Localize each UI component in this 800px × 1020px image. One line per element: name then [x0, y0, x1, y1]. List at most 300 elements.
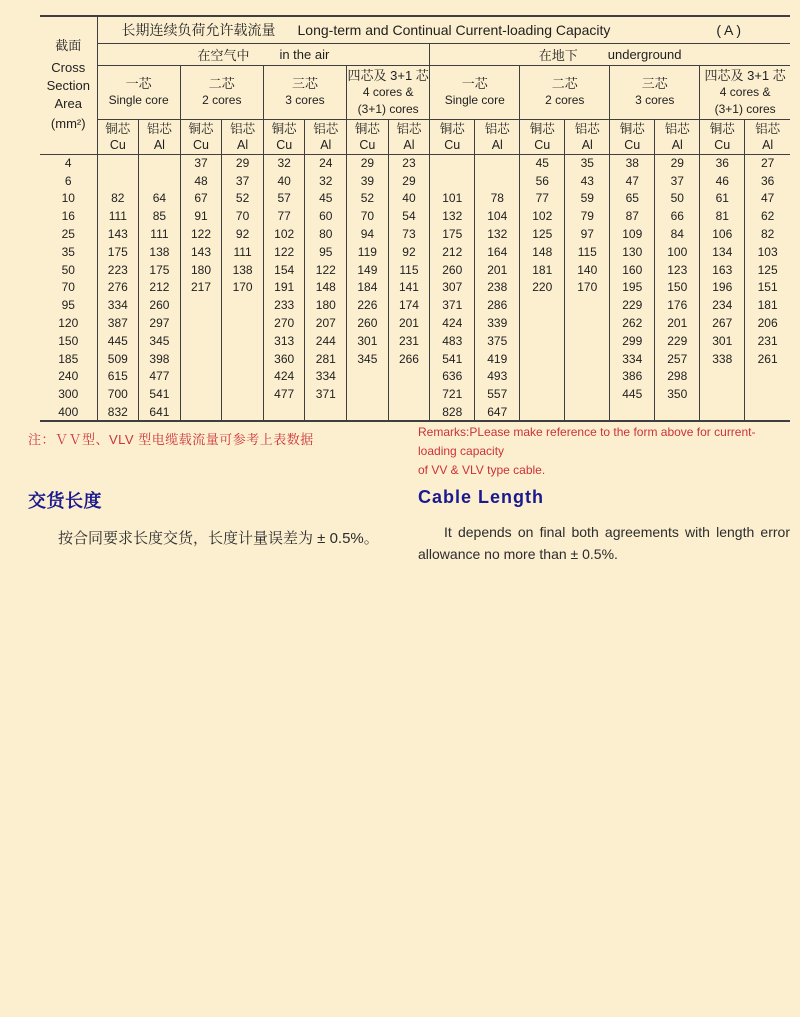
core-header-air-2core: 二芯 2 cores: [180, 65, 263, 119]
capacity-cell: 37: [180, 154, 222, 172]
capacity-cell: 104: [475, 207, 520, 225]
capacity-cell: 334: [610, 350, 655, 368]
table-row: [40, 172, 790, 190]
size-cell: 120: [40, 314, 97, 332]
size-cell: 400: [40, 403, 97, 421]
capacity-cell: 84: [655, 225, 700, 243]
capacity-cell: 541: [430, 350, 475, 368]
core-header-ug-2core: 二芯 2 cores: [520, 65, 610, 119]
capacity-cell: 125: [520, 225, 565, 243]
capacity-cell: 721: [430, 385, 475, 403]
capacity-cell: 398: [139, 350, 181, 368]
capacity-cell: [180, 403, 222, 421]
table-row: [40, 279, 790, 297]
capacity-cell: 345: [139, 332, 181, 350]
capacity-cell: 143: [180, 243, 222, 261]
env-header-air: [97, 43, 430, 65]
capacity-cell: 141: [388, 279, 430, 297]
table-row: [40, 225, 790, 243]
aluminum-core-header: 铝芯 Al: [222, 119, 264, 154]
size-cell: 6: [40, 172, 97, 190]
copper-core-header: 铜芯 Cu: [610, 119, 655, 154]
capacity-cell: 40: [388, 190, 430, 208]
capacity-cell: 180: [305, 296, 347, 314]
capacity-cell: 78: [475, 190, 520, 208]
capacity-cell: 175: [139, 261, 181, 279]
capacity-cell: 180: [180, 261, 222, 279]
capacity-cell: 281: [305, 350, 347, 368]
capacity-cell: 262: [610, 314, 655, 332]
capacity-cell: [700, 403, 745, 421]
capacity-cell: 35: [565, 154, 610, 172]
capacity-cell: [565, 314, 610, 332]
table-row: [40, 314, 790, 332]
capacity-cell: 111: [97, 207, 139, 225]
capacity-cell: 207: [305, 314, 347, 332]
capacity-cell: [139, 154, 181, 172]
capacity-cell: 122: [263, 243, 305, 261]
capacity-cell: [745, 385, 790, 403]
capacity-cell: [520, 403, 565, 421]
capacity-cell: 79: [565, 207, 610, 225]
capacity-cell: 52: [222, 190, 264, 208]
capacity-cell: 260: [347, 314, 389, 332]
copper-core-header: 铜芯 Cu: [347, 119, 389, 154]
capacity-cell: 509: [97, 350, 139, 368]
capacity-cell: 143: [97, 225, 139, 243]
capacity-cell: [610, 403, 655, 421]
capacity-cell: 134: [700, 243, 745, 261]
table-row: [40, 403, 790, 421]
capacity-cell: 100: [655, 243, 700, 261]
capacity-cell: 102: [263, 225, 305, 243]
capacity-cell: 276: [97, 279, 139, 297]
capacity-cell: 386: [610, 368, 655, 386]
table-title-zh: 长期连续负荷允许载流量: [121, 21, 276, 38]
capacity-cell: 196: [700, 279, 745, 297]
capacity-cell: 59: [565, 190, 610, 208]
capacity-cell: 176: [655, 296, 700, 314]
capacity-cell: 270: [263, 314, 305, 332]
env-ug-en: underground: [607, 46, 682, 62]
delivery-length-section: [28, 487, 398, 548]
capacity-cell: [263, 403, 305, 421]
capacity-cell: 419: [475, 350, 520, 368]
capacity-cell: 266: [388, 350, 430, 368]
capacity-cell: 138: [222, 261, 264, 279]
capacity-cell: 36: [760, 173, 775, 188]
capacity-cell: 45: [520, 154, 565, 172]
capacity-cell: 338: [700, 350, 745, 368]
core-header-air-3core: 三芯 3 cores: [263, 65, 346, 119]
capacity-cell: 115: [388, 261, 430, 279]
capacity-cell: 77: [263, 207, 305, 225]
capacity-table: [40, 15, 790, 422]
capacity-cell: 371: [430, 296, 475, 314]
note-english-line2: of VV & VLV type cable.: [418, 463, 546, 477]
capacity-cell: 97: [565, 225, 610, 243]
capacity-cell: [388, 403, 430, 421]
size-cell: 150: [40, 332, 97, 350]
copper-core-header: 铜芯 Cu: [430, 119, 475, 154]
capacity-cell: 299: [610, 332, 655, 350]
capacity-cell: 483: [430, 332, 475, 350]
core-header-air-4core: 四芯及 3+1 芯 4 cores & (3+1) cores: [347, 65, 430, 119]
capacity-cell: 334: [305, 368, 347, 386]
capacity-cell: 46: [700, 172, 745, 190]
aluminum-core-header: 铝芯 Al: [139, 119, 181, 154]
capacity-cell: [475, 172, 520, 190]
aluminum-core-header: 铝芯 Al: [305, 119, 347, 154]
capacity-cell: 115: [565, 243, 610, 261]
cable-length-body-line2: allowance no more than ± 0.5%.: [418, 546, 618, 562]
size-cell: 4: [40, 154, 97, 172]
capacity-cell: 477: [139, 368, 181, 386]
capacity-cell: 477: [263, 385, 305, 403]
capacity-cell: [180, 350, 222, 368]
capacity-cell: 286: [475, 296, 520, 314]
capacity-cell: [222, 296, 264, 314]
capacity-cell: 43: [565, 172, 610, 190]
capacity-cell: [520, 385, 565, 403]
capacity-cell: [430, 172, 475, 190]
capacity-cell: 29: [655, 154, 700, 172]
core-header-ug-4core: 四芯及 3+1 芯 4 cores & (3+1) cores: [700, 65, 790, 119]
capacity-cell: 212: [430, 243, 475, 261]
capacity-cell: 45: [305, 190, 347, 208]
capacity-cell: [222, 368, 264, 386]
copper-core-header: 铜芯 Cu: [263, 119, 305, 154]
capacity-cell: 260: [139, 296, 181, 314]
capacity-cell: 87: [610, 207, 655, 225]
capacity-cell: [700, 385, 745, 403]
capacity-cell: 164: [475, 243, 520, 261]
size-cell: 70: [40, 279, 97, 297]
capacity-cell: 350: [655, 385, 700, 403]
capacity-cell: 201: [475, 261, 520, 279]
aluminum-core-header: 铝芯 Al: [475, 119, 520, 154]
capacity-cell: [745, 368, 790, 386]
capacity-cell: 195: [610, 279, 655, 297]
capacity-cell: 154: [263, 261, 305, 279]
table-row: [40, 243, 790, 261]
aluminum-core-header: 铝芯 Al: [388, 119, 430, 154]
capacity-cell: 175: [97, 243, 139, 261]
capacity-cell: 151: [757, 280, 778, 295]
capacity-cell: 62: [760, 209, 775, 224]
table-title: [97, 16, 790, 43]
capacity-cell: 119: [347, 243, 389, 261]
env-header-underground: [430, 43, 790, 65]
capacity-cell: 66: [655, 207, 700, 225]
corner-label-en1: Cross: [51, 60, 86, 76]
capacity-cell: 828: [430, 403, 475, 421]
capacity-cell: 138: [139, 243, 181, 261]
capacity-cell: 647: [475, 403, 520, 421]
capacity-cell: 48: [180, 172, 222, 190]
capacity-cell: 231: [757, 333, 778, 348]
capacity-cell: 170: [222, 279, 264, 297]
capacity-cell: 103: [757, 244, 778, 259]
capacity-cell: [430, 154, 475, 172]
capacity-cell: [565, 332, 610, 350]
copper-core-header: 铜芯 Cu: [180, 119, 222, 154]
capacity-cell: 23: [388, 154, 430, 172]
capacity-cell: 61: [700, 190, 745, 208]
capacity-cell: 375: [475, 332, 520, 350]
capacity-cell: 181: [757, 298, 778, 313]
capacity-cell: 82: [760, 227, 775, 242]
capacity-cell: [388, 368, 430, 386]
capacity-cell: 424: [430, 314, 475, 332]
capacity-cell: 163: [700, 261, 745, 279]
core-header-ug-3core: 三芯 3 cores: [610, 65, 700, 119]
cable-length-body-line1: It depends on final both agreements with length error: [444, 524, 790, 540]
delivery-length-title: 交货长度: [28, 491, 102, 511]
capacity-cell: 220: [520, 279, 565, 297]
table-row: [40, 296, 790, 314]
capacity-cell: 301: [347, 332, 389, 350]
capacity-cell: 261: [757, 351, 778, 366]
capacity-cell: 54: [388, 207, 430, 225]
size-cell: 185: [40, 350, 97, 368]
capacity-cell: 244: [305, 332, 347, 350]
capacity-cell: [180, 368, 222, 386]
capacity-cell: [388, 385, 430, 403]
capacity-cell: [520, 314, 565, 332]
capacity-cell: 371: [305, 385, 347, 403]
env-air-zh: 在空气中: [197, 47, 250, 63]
capacity-cell: 38: [610, 154, 655, 172]
capacity-cell: 95: [305, 243, 347, 261]
capacity-cell: [222, 385, 264, 403]
material-header-row: [40, 119, 790, 154]
capacity-cell: 170: [565, 279, 610, 297]
capacity-cell: 297: [139, 314, 181, 332]
capacity-cell: 122: [180, 225, 222, 243]
size-cell: 25: [40, 225, 97, 243]
capacity-cell: 345: [347, 350, 389, 368]
capacity-cell: 64: [139, 190, 181, 208]
table-row: [40, 368, 790, 386]
capacity-cell: 70: [347, 207, 389, 225]
size-cell: 35: [40, 243, 97, 261]
note-chinese: 注：ＶＶ型、VLV 型电缆载流量可参考上表数据: [28, 432, 314, 447]
capacity-cell: 92: [388, 243, 430, 261]
capacity-cell: 111: [222, 243, 264, 261]
table-title-unit: (A): [716, 21, 744, 38]
capacity-cell: 636: [430, 368, 475, 386]
capacity-cell: 40: [263, 172, 305, 190]
capacity-cell: 67: [180, 190, 222, 208]
capacity-cell: 132: [475, 225, 520, 243]
capacity-cell: [655, 403, 700, 421]
size-cell: 16: [40, 207, 97, 225]
capacity-cell: [180, 385, 222, 403]
copper-core-header: 铜芯 Cu: [520, 119, 565, 154]
capacity-cell: 65: [610, 190, 655, 208]
capacity-cell: 445: [610, 385, 655, 403]
capacity-cell: 229: [655, 332, 700, 350]
corner-unit: (mm²): [50, 116, 86, 132]
capacity-cell: 140: [565, 261, 610, 279]
env-air-en: in the air: [279, 46, 330, 62]
copper-core-header: 铜芯 Cu: [97, 119, 139, 154]
capacity-cell: [520, 368, 565, 386]
table-row: [40, 350, 790, 368]
capacity-cell: [347, 403, 389, 421]
capacity-cell: 150: [655, 279, 700, 297]
capacity-cell: 217: [180, 279, 222, 297]
capacity-table-body: [40, 154, 790, 421]
capacity-cell: 24: [305, 154, 347, 172]
capacity-cell: 80: [305, 225, 347, 243]
capacity-cell: [565, 350, 610, 368]
aluminum-core-header: 铝芯 Al: [565, 119, 610, 154]
capacity-cell: 174: [388, 296, 430, 314]
table-row: [40, 190, 790, 208]
capacity-cell: 73: [388, 225, 430, 243]
capacity-cell: 94: [347, 225, 389, 243]
size-cell: 50: [40, 261, 97, 279]
capacity-cell: 123: [655, 261, 700, 279]
capacity-cell: 206: [757, 316, 778, 331]
capacity-cell: 50: [655, 190, 700, 208]
capacity-cell: [180, 296, 222, 314]
table-row: [40, 207, 790, 225]
capacity-cell: 201: [388, 314, 430, 332]
capacity-cell: 298: [655, 368, 700, 386]
corner-label-en3: Area: [54, 96, 82, 112]
capacity-cell: [139, 172, 181, 190]
capacity-cell: 424: [263, 368, 305, 386]
capacity-cell: 27: [760, 156, 775, 171]
title-row: [40, 16, 790, 43]
capacity-cell: 77: [520, 190, 565, 208]
capacity-cell: 56: [520, 172, 565, 190]
table-title-en: Long-term and Continual Current-loading Capacity: [297, 21, 611, 38]
capacity-cell: 149: [347, 261, 389, 279]
cable-length-title: Cable Length: [418, 487, 545, 507]
capacity-cell: [565, 296, 610, 314]
capacity-cell: 615: [97, 368, 139, 386]
capacity-cell: 132: [430, 207, 475, 225]
capacity-cell: 493: [475, 368, 520, 386]
capacity-cell: 148: [305, 279, 347, 297]
capacity-cell: 229: [610, 296, 655, 314]
capacity-cell: [520, 332, 565, 350]
capacity-cell: 111: [139, 225, 181, 243]
core-type-row: [40, 65, 790, 119]
capacity-cell: 212: [139, 279, 181, 297]
capacity-cell: [520, 350, 565, 368]
capacity-cell: 233: [263, 296, 305, 314]
capacity-cell: 387: [97, 314, 139, 332]
capacity-cell: 160: [610, 261, 655, 279]
capacity-cell: [180, 332, 222, 350]
capacity-cell: 181: [520, 261, 565, 279]
capacity-cell: 301: [700, 332, 745, 350]
capacity-cell: 231: [388, 332, 430, 350]
capacity-cell: 313: [263, 332, 305, 350]
capacity-cell: 226: [347, 296, 389, 314]
capacity-cell: 32: [305, 172, 347, 190]
capacity-cell: 29: [222, 154, 264, 172]
capacity-cell: 57: [263, 190, 305, 208]
capacity-cell: 234: [700, 296, 745, 314]
capacity-cell: 101: [430, 190, 475, 208]
capacity-cell: 70: [222, 207, 264, 225]
core-header-air-single: 一芯 Single core: [97, 65, 180, 119]
table-row: [40, 332, 790, 350]
capacity-cell: 260: [430, 261, 475, 279]
capacity-cell: 267: [700, 314, 745, 332]
capacity-cell: [180, 314, 222, 332]
capacity-cell: [520, 296, 565, 314]
capacity-cell: [565, 368, 610, 386]
capacity-cell: 257: [655, 350, 700, 368]
capacity-cell: [700, 368, 745, 386]
capacity-cell: 832: [97, 403, 139, 421]
corner-label-en2: Section: [46, 78, 90, 94]
capacity-cell: 29: [388, 172, 430, 190]
size-cell: 95: [40, 296, 97, 314]
capacity-cell: 175: [430, 225, 475, 243]
cable-length-section: [418, 487, 790, 565]
capacity-cell: 36: [700, 154, 745, 172]
capacity-cell: 125: [757, 262, 778, 277]
capacity-cell: 191: [263, 279, 305, 297]
size-cell: 300: [40, 385, 97, 403]
capacity-cell: 102: [520, 207, 565, 225]
corner-label-zh: 截面: [55, 38, 82, 54]
note-english-line1: Remarks:PLease make reference to the form above for current-loading capacity: [418, 425, 756, 458]
capacity-cell: 334: [97, 296, 139, 314]
capacity-cell: [97, 172, 139, 190]
capacity-cell: 238: [475, 279, 520, 297]
size-cell: 10: [40, 190, 97, 208]
capacity-cell: 85: [139, 207, 181, 225]
capacity-cell: 130: [610, 243, 655, 261]
capacity-cell: 82: [97, 190, 139, 208]
aluminum-core-header: 铝芯 Al: [655, 119, 700, 154]
capacity-cell: 360: [263, 350, 305, 368]
table-row: [40, 154, 790, 172]
capacity-cell: 445: [97, 332, 139, 350]
capacity-cell: 39: [347, 172, 389, 190]
capacity-cell: 92: [222, 225, 264, 243]
capacity-cell: 32: [263, 154, 305, 172]
capacity-cell: 641: [139, 403, 181, 421]
capacity-cell: [745, 403, 790, 421]
capacity-cell: [222, 314, 264, 332]
capacity-cell: [565, 403, 610, 421]
capacity-cell: [222, 332, 264, 350]
table-row: [40, 261, 790, 279]
delivery-length-body: 按合同要求长度交货，长度计量误差为 ± 0.5%。: [58, 530, 379, 547]
capacity-cell: 223: [97, 261, 139, 279]
capacity-cell: 700: [97, 385, 139, 403]
capacity-cell: 29: [347, 154, 389, 172]
capacity-cell: [97, 154, 139, 172]
capacity-cell: 91: [180, 207, 222, 225]
core-header-ug-single: 一芯 Single core: [430, 65, 520, 119]
copper-core-header: 铜芯 Cu: [700, 119, 745, 154]
capacity-cell: 122: [305, 261, 347, 279]
capacity-cell: [222, 403, 264, 421]
capacity-cell: 37: [655, 172, 700, 190]
capacity-cell: 60: [305, 207, 347, 225]
